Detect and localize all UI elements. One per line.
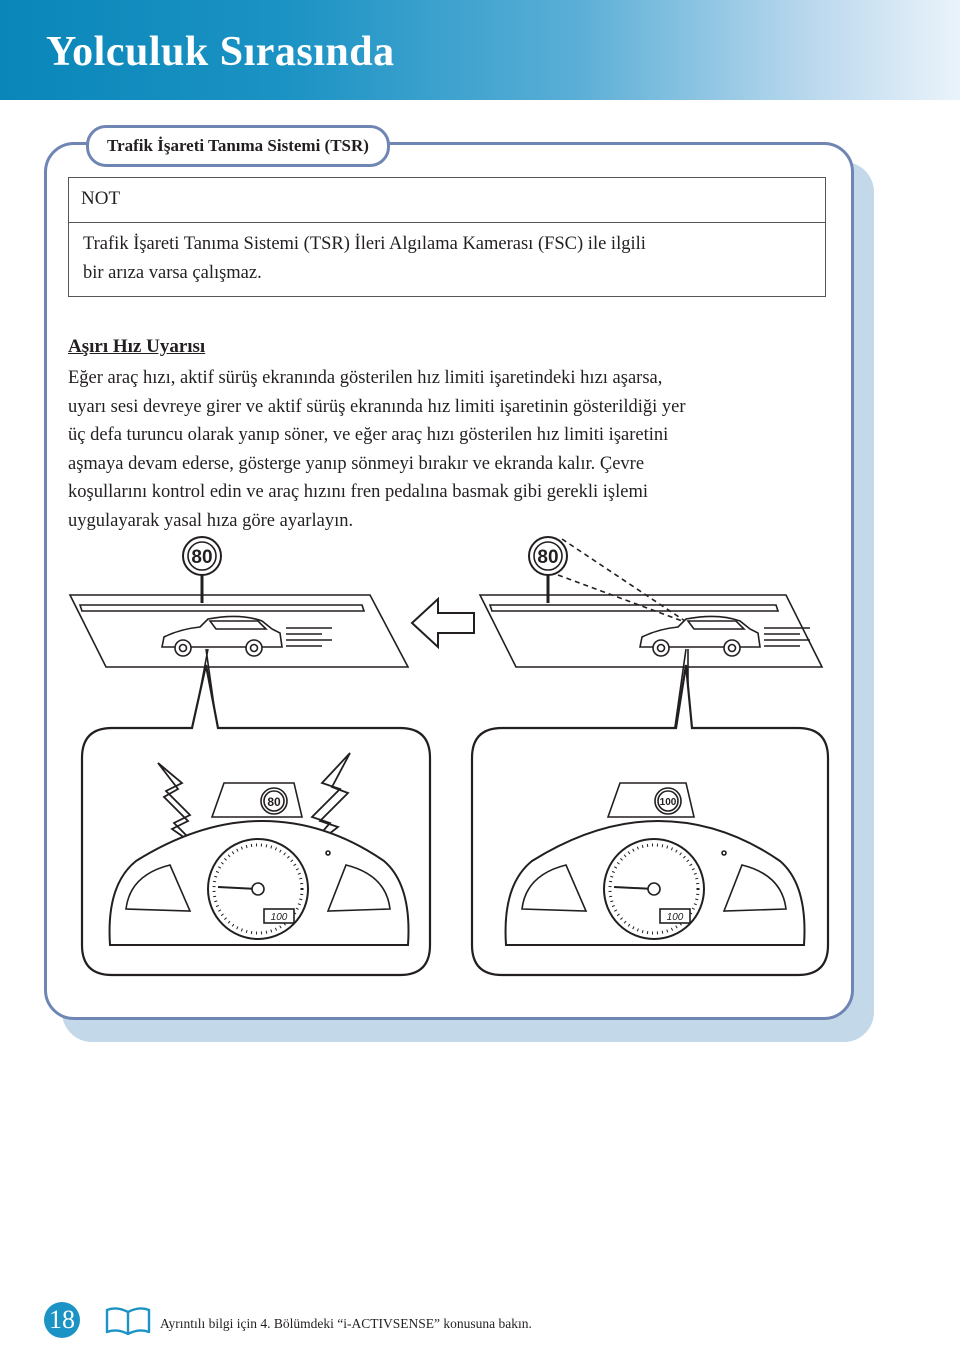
note-line: bir arıza varsa çalışmaz. <box>83 263 262 283</box>
right-speed-readout: 100 <box>666 912 684 923</box>
note-divider <box>69 222 825 223</box>
book-icon <box>103 1304 153 1338</box>
overspeed-line: uyarı sesi devreye girer ve aktif sürüş ekranında hız limiti işaretinin gösterildiği yer <box>68 396 686 417</box>
overspeed-line: Eğer araç hızı, aktif sürüş ekranında gösterilen hız limiti işaretindeki hızı aşarsa, <box>68 368 663 388</box>
note-text <box>83 230 813 288</box>
page-title: Yolculuk Sırasında <box>46 29 395 75</box>
tsr-illustration <box>40 525 840 985</box>
page-header <box>0 0 960 100</box>
page-number: 18 <box>44 1302 80 1338</box>
overspeed-line: uygulayarak yasal hıza göre ayarlayın. <box>68 510 354 531</box>
left-arrow-icon <box>412 599 474 647</box>
right-cluster-callout <box>472 665 828 975</box>
left-speed-readout: 100 <box>270 912 288 923</box>
left-cluster-callout <box>82 665 430 975</box>
section-title-tab: Trafik İşareti Tanıma Sistemi (TSR) <box>86 125 390 167</box>
reference-note: Ayrıntılı bilgi için 4. Bölümdeki “i-ACTIVSENSE” konusuna bakın. <box>160 1316 532 1331</box>
right-hud-speed-limit: 100 <box>659 797 677 808</box>
overspeed-line: koşullarını kontrol edin ve araç hızını fren pedalına basmak gibi gerekli işlemi <box>68 482 649 503</box>
overspeed-line: üç defa turuncu olarak yanıp söner, ve eğer araç hızı gösterilen hız limiti işaretini <box>68 425 669 446</box>
left-road-scene <box>70 537 408 734</box>
left-hud-speed-limit: 80 <box>267 795 281 809</box>
right-road-sign-text: 80 <box>537 547 559 568</box>
note-box <box>68 177 826 297</box>
note-title: NOT <box>81 188 121 209</box>
note-line: Trafik İşareti Tanıma Sistemi (TSR) İleri Algılama Kamerası (FSC) ile ilgili <box>83 234 646 254</box>
left-road-sign-text: 80 <box>191 547 213 568</box>
right-road-scene <box>480 537 822 734</box>
overspeed-body <box>68 364 836 536</box>
overspeed-line: aşmaya devam ederse, gösterge yanıp sönmeyi bırakır ve ekranda kalır. Çevre <box>68 453 645 474</box>
overspeed-heading: Aşırı Hız Uyarısı <box>68 336 206 357</box>
